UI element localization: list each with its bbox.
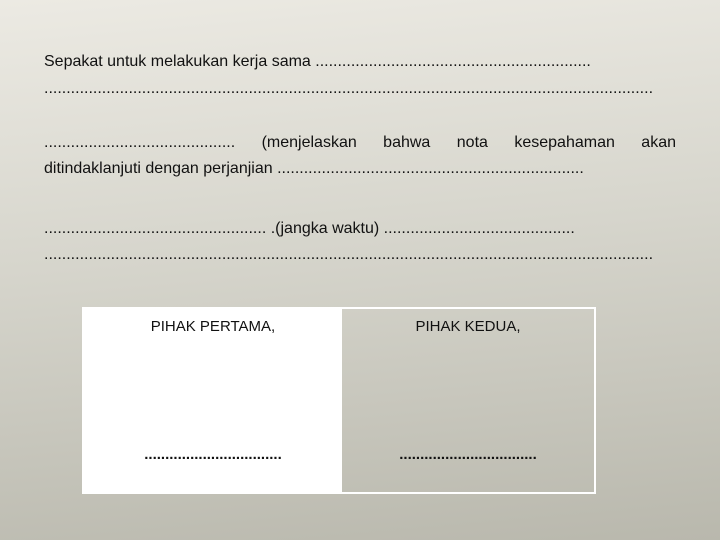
- second-party-label: PIHAK KEDUA,: [415, 318, 521, 335]
- agreement-line-4: ditindaklanjuti dengan perjanjian .....................................................................: [44, 160, 584, 177]
- first-party-label: PIHAK PERTAMA,: [150, 318, 276, 335]
- second-party-signature-line: .................................: [399, 446, 537, 463]
- agreement-line-6: .........................................................................................................................................: [44, 246, 654, 263]
- first-party-signature-line: .................................: [144, 446, 282, 463]
- agreement-line-1: Sepakat untuk melakukan kerja sama ..............................................................: [44, 53, 591, 70]
- agreement-line-2: .........................................................................................................................................: [44, 80, 654, 97]
- first-party-column: [84, 309, 342, 492]
- signature-table: [82, 307, 596, 494]
- second-party-column: [342, 309, 594, 492]
- agreement-line-3: ........................................... (menjelaskan bahwa nota kesepahaman akan: [44, 134, 676, 151]
- agreement-line-5: .................................................. .(jangka waktu) ...........................................: [44, 220, 575, 237]
